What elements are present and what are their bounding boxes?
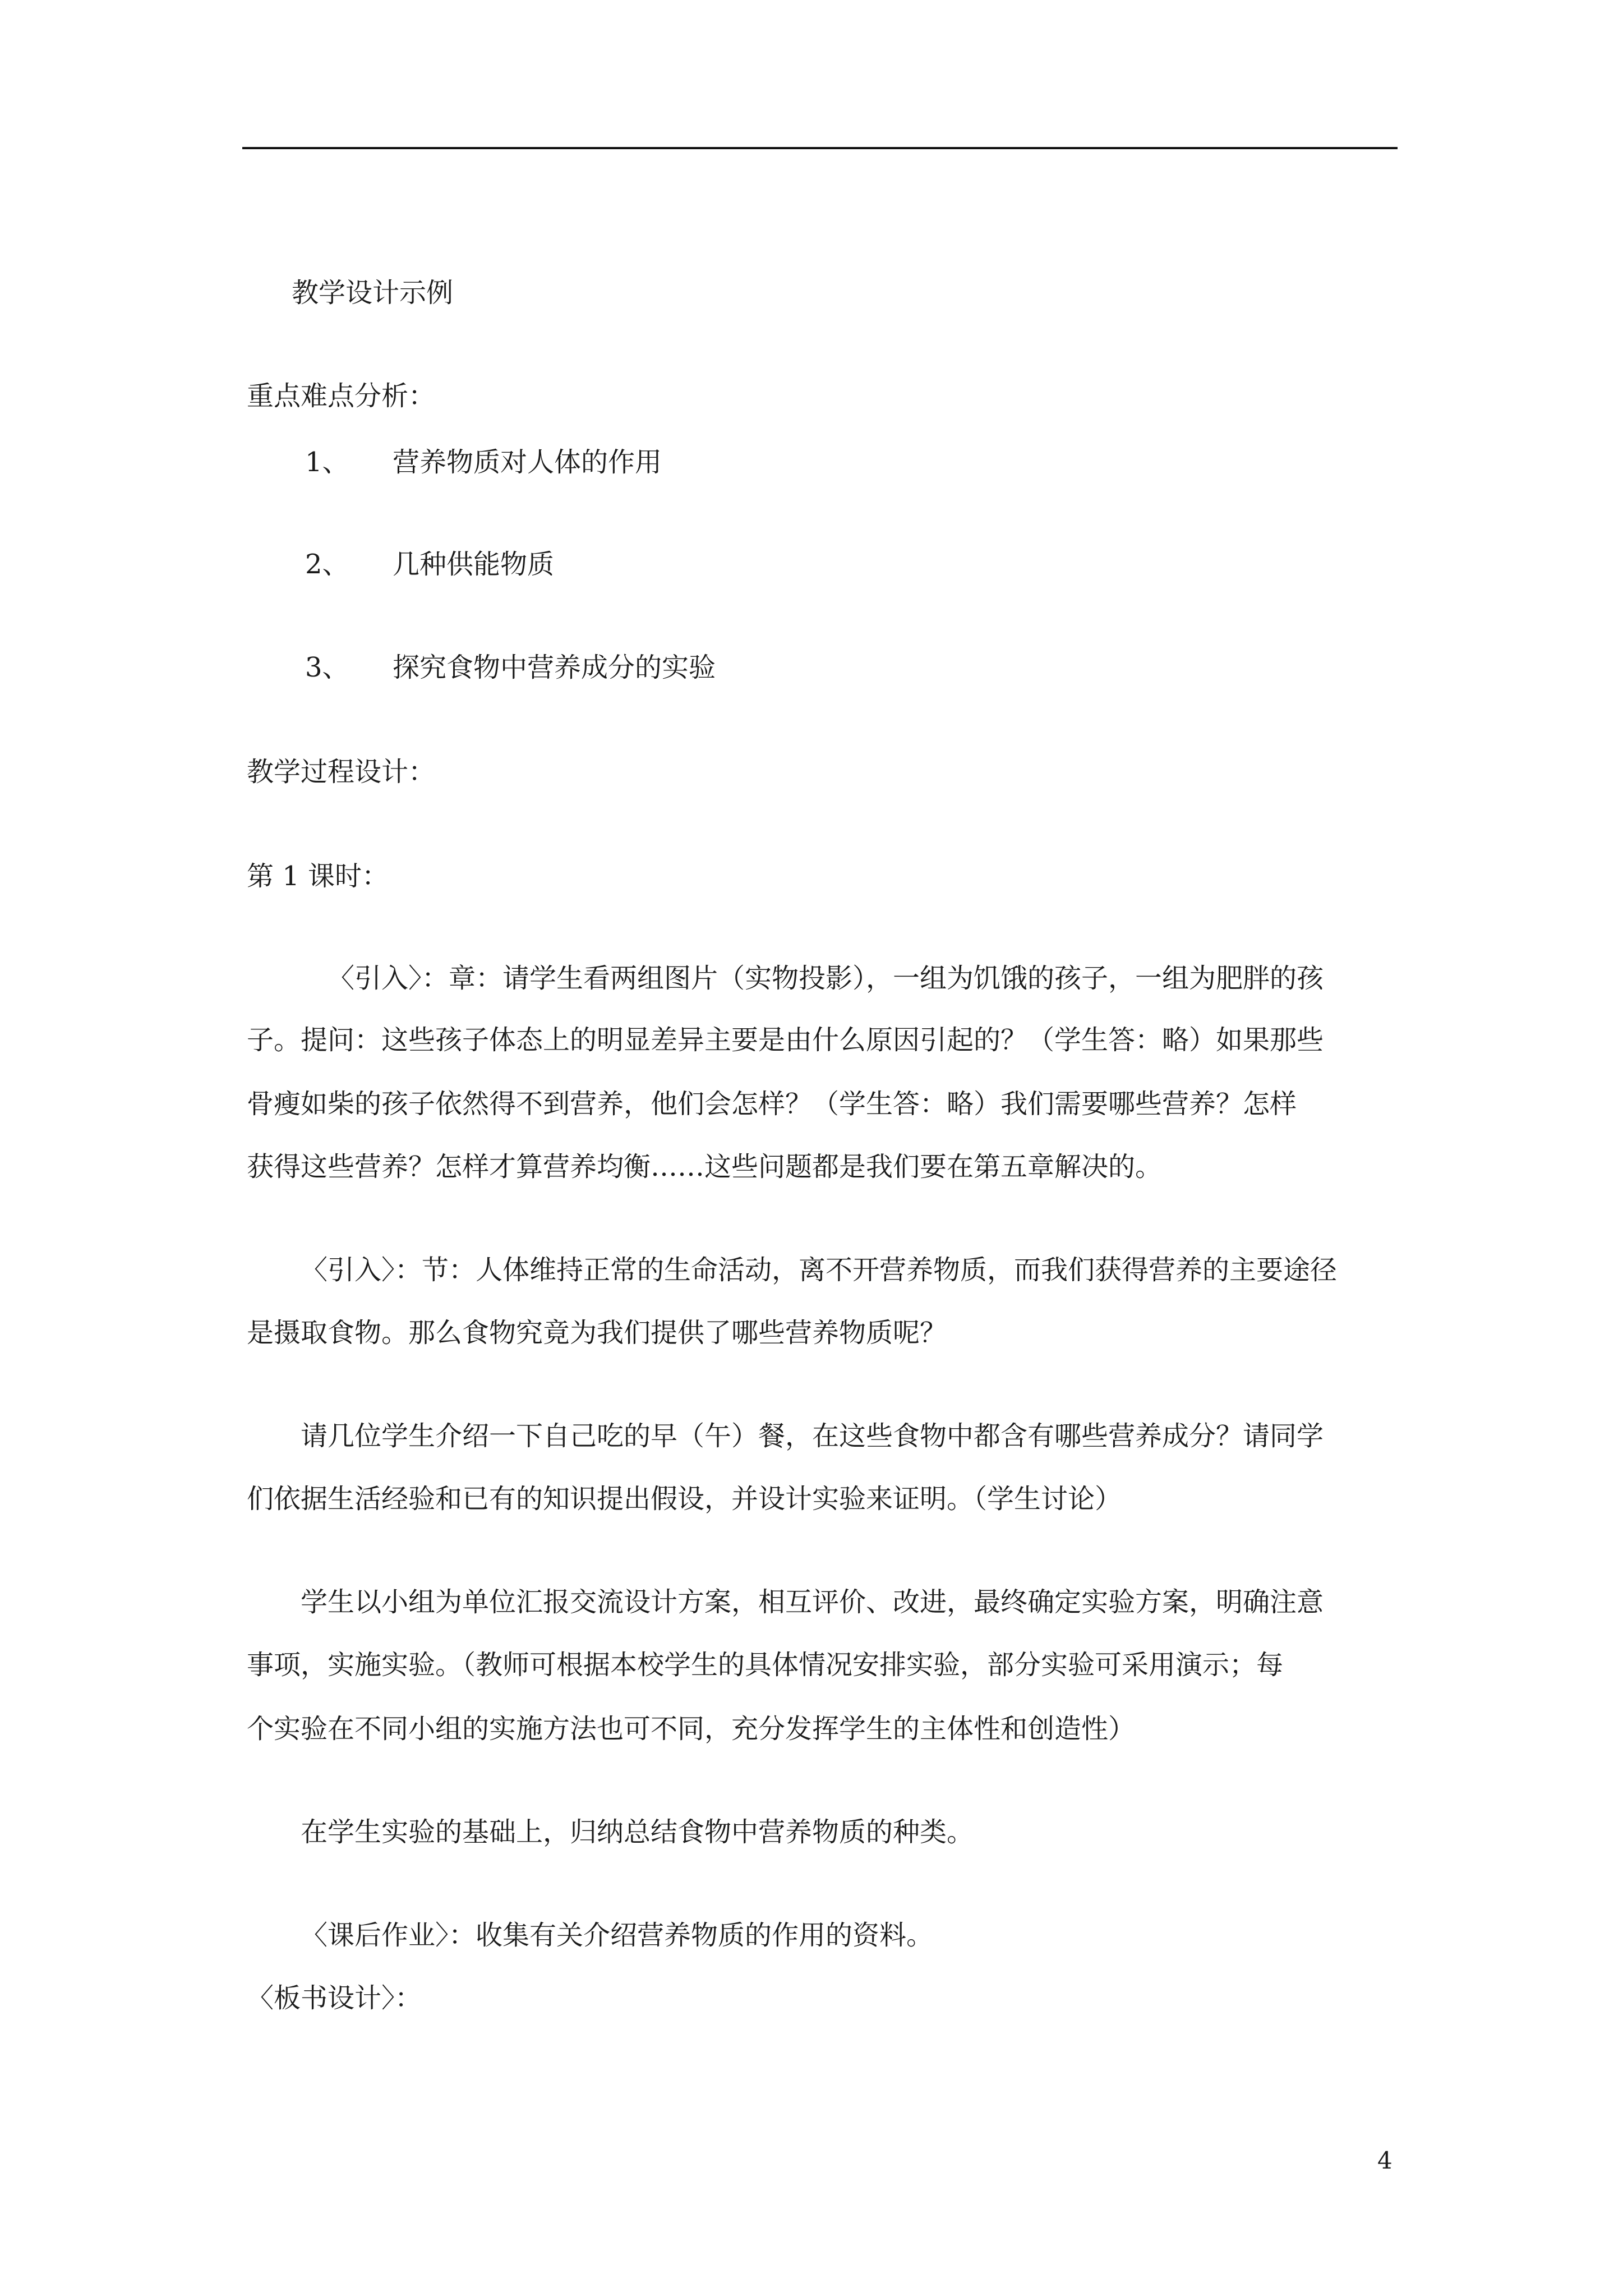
paragraph-line: 骨瘦如柴的孩子依然得不到营养，他们会怎样？（学生答：略）我们需要哪些营养？怎样	[247, 1088, 1297, 1120]
key-points-heading: 重点难点分析：	[247, 380, 436, 412]
paragraph-line: 〈引入〉：节：人体维持正常的生命活动，离不开营养物质，而我们获得营养的主要途径	[301, 1254, 1338, 1286]
paragraph-line: 〈引入〉：章：请学生看两组图片（实物投影），一组为饥饿的孩子，一组为肥胖的孩	[328, 963, 1324, 994]
paragraph-line: 获得这些营养？怎样才算营养均衡……这些问题都是我们要在第五章解决的。	[247, 1151, 1163, 1182]
paragraph-line: 们依据生活经验和已有的知识提出假设，并设计实验来证明。（学生讨论）	[247, 1483, 1122, 1515]
list-text: 营养物质对人体的作用	[393, 447, 662, 478]
section-title: 教学设计示例	[292, 277, 454, 309]
paragraph-line: 个实验在不同小组的实施方法也可不同，充分发挥学生的主体性和创造性）	[247, 1713, 1136, 1745]
lesson-heading: 第 1 课时：	[247, 861, 389, 892]
list-number: 1、	[305, 447, 349, 478]
paragraph-line: 事项，实施实验。（教师可根据本校学生的具体情况安排实验，部分实验可采用演示；每	[247, 1649, 1284, 1681]
process-heading: 教学过程设计：	[247, 756, 436, 788]
list-number: 2、	[305, 549, 349, 580]
page-number: 4	[1377, 2147, 1393, 2174]
paragraph-line: 是摄取食物。那么食物究竟为我们提供了哪些营养物质呢？	[247, 1317, 947, 1349]
header-rule	[242, 147, 1398, 149]
list-number: 3、	[305, 652, 349, 683]
paragraph-line: 在学生实验的基础上，归纳总结食物中营养物质的种类。	[301, 1816, 974, 1848]
paragraph-line: 〈课后作业〉：收集有关介绍营养物质的作用的资料。	[301, 1920, 934, 1951]
paragraph-line: 子。提问：这些孩子体态上的明显差异主要是由什么原因引起的？（学生答：略）如果那些	[247, 1024, 1324, 1056]
list-text: 几种供能物质	[393, 549, 555, 580]
board-design-heading: 〈板书设计〉：	[247, 1982, 422, 2014]
paragraph-line: 请几位学生介绍一下自己吃的早（午）餐，在这些食物中都含有哪些营养成分？请同学	[301, 1420, 1324, 1452]
list-text: 探究食物中营养成分的实验	[393, 652, 716, 683]
paragraph-line: 学生以小组为单位汇报交流设计方案，相互评价、改进，最终确定实验方案，明确注意	[301, 1586, 1324, 1618]
